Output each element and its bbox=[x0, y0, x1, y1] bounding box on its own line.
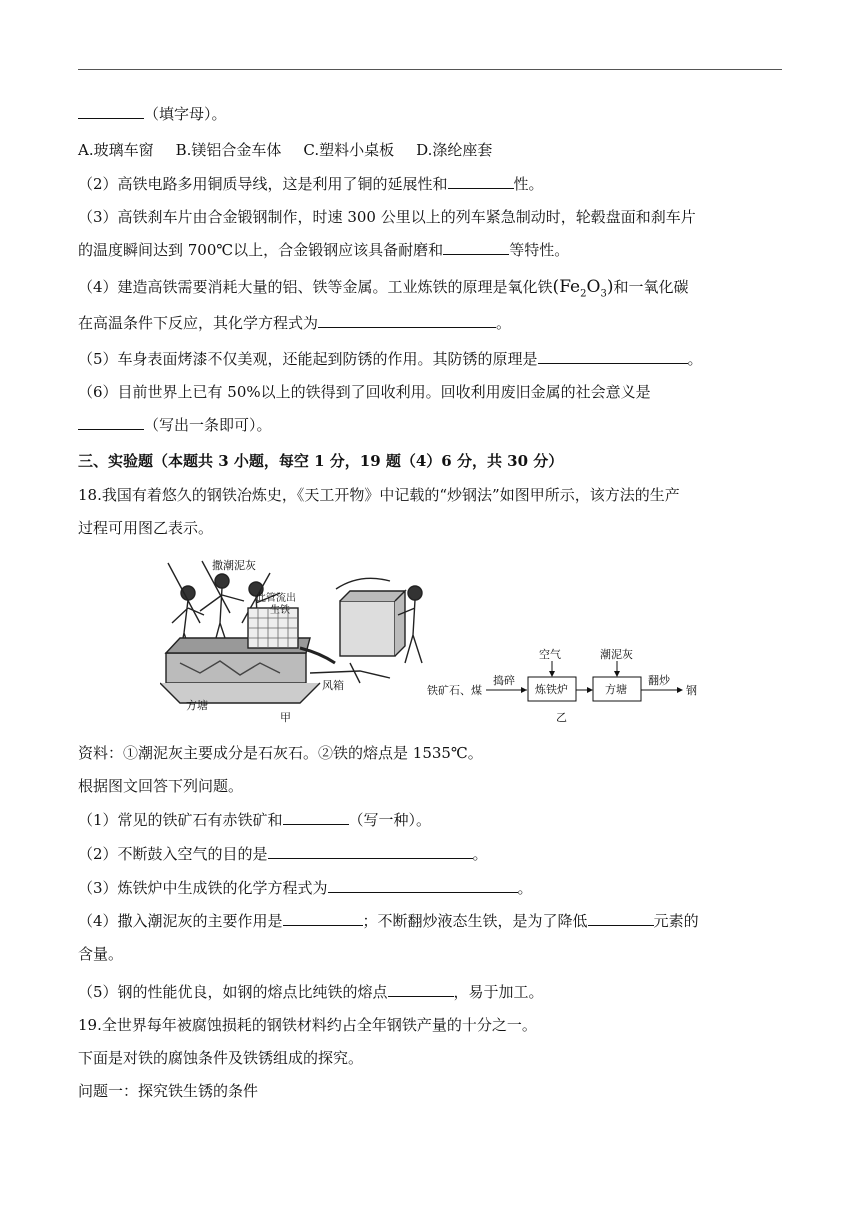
label-fengxiang: 风箱 bbox=[322, 680, 344, 692]
q17-sub2: （2）高铁电路多用铜质导线，这是利用了铜的延展性和 性。 bbox=[78, 175, 544, 193]
flow-input: 铁矿石、煤 bbox=[427, 685, 482, 697]
q17-sub3-line2: 的温度瞬间达到 700℃以上，合金锻钢应该具备耐磨和 等特性。 bbox=[78, 241, 570, 259]
q18-sub1: （1）常见的铁矿石有赤铁矿和 （写一种）。 bbox=[78, 811, 432, 829]
q18-sub4-line2: 含量。 bbox=[78, 945, 124, 963]
answer-blank[interactable] bbox=[538, 349, 688, 364]
flow-dao: 捣碎 bbox=[493, 675, 515, 687]
q18-sub5: （5）钢的性能优良，如钢的熔点比纯铁的熔点 ，易于加工。 bbox=[78, 983, 544, 1001]
q18-prompt: 根据图文回答下列问题。 bbox=[78, 777, 244, 795]
option-a: A.玻璃车窗 bbox=[78, 141, 154, 159]
q17-sub4-line1: （4）建造高铁需要消耗大量的铝、铁等金属。工业炼铁的原理是氧化铁$(Fe_2O_3)$和一氧化碳 bbox=[78, 277, 689, 300]
q18-sub3: （3）炼铁炉中生成铁的化学方程式为 。 bbox=[78, 879, 533, 897]
answer-blank[interactable] bbox=[588, 911, 654, 926]
answer-blank[interactable] bbox=[448, 174, 514, 189]
q18-info: 资料：①潮泥灰主要成分是石灰石。②铁的熔点是 1535℃。 bbox=[78, 744, 483, 762]
q17-options bbox=[78, 140, 514, 160]
q18-stem-line2: 过程可用图乙表示。 bbox=[78, 519, 214, 537]
flow-out: 钢 bbox=[686, 685, 697, 697]
figure-yi-flowchart bbox=[427, 647, 697, 724]
q18-sub4-line1: （4）撒入潮泥灰的主要作用是 ；不断翻炒液态生铁，是为了降低 元素的 bbox=[78, 912, 699, 930]
option-c: C.塑料小桌板 bbox=[303, 141, 395, 159]
answer-blank[interactable] bbox=[328, 878, 518, 893]
q19-stem: 19.全世界每年被腐蚀损耗的钢铁材料约占全年钢铁产量的十分之一。 bbox=[78, 1016, 537, 1034]
answer-blank[interactable] bbox=[443, 240, 509, 255]
label-guan2: 生铁 bbox=[270, 605, 290, 616]
flow-box1: 炼铁炉 bbox=[535, 684, 568, 696]
q18-stem-line1: 18.我国有着悠久的钢铁冶炼史，《天工开物》中记载的“炒钢法”如图甲所示，该方法的生产 bbox=[78, 486, 680, 504]
flow-air: 空气 bbox=[539, 649, 561, 661]
answer-blank[interactable] bbox=[268, 844, 473, 859]
q17-sub3-line1: （3）高铁刹车片由合金锻钢制作，时速 300 公里以上的列车紧急制动时，轮毂盘面和刹车片 bbox=[78, 208, 696, 226]
q18-figure bbox=[160, 553, 720, 728]
q18-sub2: （2）不断鼓入空气的目的是 。 bbox=[78, 845, 488, 863]
answer-blank[interactable] bbox=[283, 911, 363, 926]
q17-sub6-line2: （写出一条即可）。 bbox=[78, 415, 272, 435]
answer-blank[interactable] bbox=[318, 313, 496, 328]
q19-line2: 下面是对铁的腐蚀条件及铁锈组成的探究。 bbox=[78, 1049, 364, 1067]
option-b: B.镁铝合金车体 bbox=[175, 141, 282, 159]
figure-jia-illustration bbox=[160, 561, 422, 703]
option-d: D.涤纶座套 bbox=[416, 141, 493, 159]
q17-sub6-line1: （6）目前世界上已有 50%以上的铁得到了回收利用。回收利用废旧金属的社会意义是 bbox=[78, 383, 651, 401]
flow-fanchao: 翻炒 bbox=[648, 675, 670, 687]
flow-chao: 潮泥灰 bbox=[600, 649, 633, 661]
q17-sub5: （5）车身表面烤漆不仅美观，还能起到防锈的作用。其防锈的原理是 。 bbox=[78, 350, 703, 368]
label-yi: 乙 bbox=[556, 712, 567, 724]
q17-sub4-line2: 在高温条件下反应，其化学方程式为 。 bbox=[78, 314, 512, 332]
header-rule bbox=[78, 69, 782, 70]
label-guan1: 此管流出 bbox=[256, 593, 296, 604]
label-fangtang: 方塘 bbox=[186, 700, 208, 712]
q17-line-0: （填字母）。 bbox=[78, 104, 227, 124]
label-jia: 甲 bbox=[280, 712, 291, 724]
flow-box2: 方塘 bbox=[605, 684, 627, 696]
iron-oxide-formula: $(Fe_2O_3)$ bbox=[552, 277, 614, 300]
answer-blank[interactable] bbox=[283, 810, 349, 825]
label-sachao: 撒潮泥灰 bbox=[212, 560, 256, 572]
section-heading: 三、实验题（本题共 3 小题，每空 1 分，19 题（4）6 分，共 30 分） bbox=[78, 452, 564, 470]
answer-blank[interactable] bbox=[78, 104, 144, 119]
q19-line3: 问题一：探究铁生锈的条件 bbox=[78, 1082, 259, 1100]
answer-blank[interactable] bbox=[78, 415, 144, 430]
answer-blank[interactable] bbox=[388, 982, 454, 997]
